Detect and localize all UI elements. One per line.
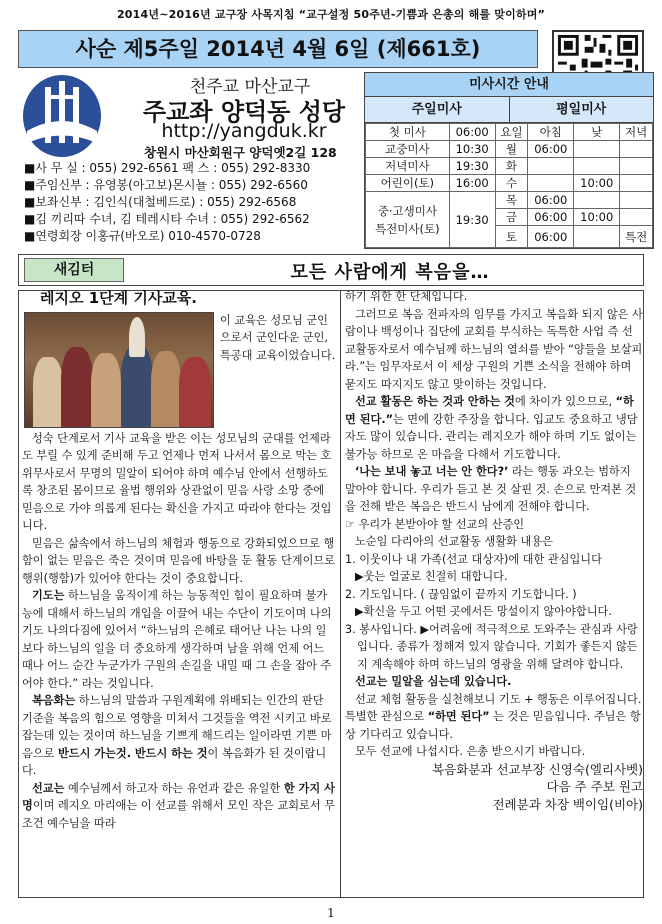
contact-office-text: ■사 무 실 : 055) 292-6561 팩 스 : 055) 292-8330 (24, 161, 311, 175)
weekday-am: 06:00 (528, 226, 574, 248)
sunday-mass-time: 06:00 (449, 124, 495, 141)
article-paragraph (345, 691, 643, 744)
group-photo (24, 312, 214, 428)
weekday-mass-header: 평일미사 (509, 97, 654, 122)
headline: 모든 사람에게 복음을… (290, 262, 490, 283)
table-row (366, 124, 653, 141)
contact-assistant (24, 194, 360, 211)
bold-term: 한 가지 사명 (22, 781, 335, 812)
weekday-am (528, 175, 574, 192)
weekday-day: 화 (495, 158, 528, 175)
bold-term: 반드시 가는것. 반드시 하는 것 (57, 746, 208, 760)
mass-time-table (365, 123, 653, 248)
paragraph-text: 는 면에 강한 주장을 합니다. 입교도 중요하고 냉담자도 많이 있습니다. 관리는 레지오가 해야 하며 기도 없이는 불가능 하므로 온 마음을 다해서 기도합니다. (345, 412, 638, 461)
bold-term: 선교는 (32, 781, 65, 795)
contact-office (24, 160, 360, 177)
bold-term: “하면 된다” (427, 710, 490, 723)
sunday-mass-name: 어린이(토) (366, 175, 450, 192)
paragraph-text: 는 것은 믿음입니다. 주님은 항상 기다리고 있습니다. (345, 710, 641, 741)
article-title: 레지오 1단계 기사교육. (40, 289, 197, 307)
sunday-mass-header: 주일미사 (411, 102, 462, 117)
weekday-day: 수 (495, 175, 528, 192)
parish-website-link[interactable]: http://yangduk.kr (161, 120, 327, 142)
list-item: 3. 봉사입니다. ▶어려움에 적극적으로 도와주는 관심과 사랑입니다. 종류가 정해져 있지 않습니다. 기회가 좋든지 않든지 계속해야 하며 하느님의 영광을 위해 달려야 합니다. (345, 622, 638, 671)
paragraph-text: 예수님께서 하고자 하는 유언과 같은 유일한 (64, 781, 281, 795)
weekday-day: 목 (495, 192, 528, 209)
article-paragraph: 모두 선교에 나섭시다. 은총 받으시기 바랍니다. (355, 745, 586, 758)
article-paragraph: ☞ 우리가 본받아야 할 선교의 산증인 (345, 517, 525, 531)
section-badge: 새김터 (24, 258, 124, 282)
contact-assistant-text: ■보좌신부 : 김인식(대철베드로) : 055) 292-6568 (24, 195, 297, 209)
weekday-pm: 특전 (620, 226, 653, 248)
weekday-am: 06:00 (528, 209, 574, 226)
weekday-noon (574, 226, 620, 248)
table-row (366, 192, 653, 209)
weekday-day: 금 (495, 209, 528, 226)
parish-address: 창원시 마산회원구 양덕옛2길 128 (144, 145, 337, 160)
weekday-pm (620, 175, 653, 192)
weekday-pm (620, 192, 653, 209)
weekday-day: 월 (495, 141, 528, 158)
weekday-col-day: 요일 (495, 124, 528, 141)
sunday-mass-time: 19:30 (449, 158, 495, 175)
weekday-pm (620, 158, 653, 175)
paragraph-text: 이며 레지오 마리애는 이 선교를 위해서 모인 작은 교회로서 무조건 예수님을 따라 (22, 799, 335, 830)
list-item: 1. 이웃이나 내 가족(선교 대상자)에 대한 관심입니다 (345, 552, 602, 566)
column-divider (340, 290, 341, 898)
parish-name: 주교좌 양덕동 성당 (142, 98, 346, 126)
article-paragraph (345, 463, 643, 516)
contact-pastor (24, 177, 360, 194)
weekday-day: 토 (495, 226, 528, 248)
mass-schedule (364, 72, 654, 249)
article-paragraph: 선교는 밀알을 심는데 있습니다. (355, 675, 512, 688)
contact-sisters (24, 211, 360, 228)
table-row (366, 175, 653, 192)
contact-pastor-text: ■주임신부 : 유영봉(아고보)몬시뇰 : 055) 292-6560 (24, 178, 308, 192)
weekday-col-am: 아침 (528, 124, 574, 141)
list-item: 2. 기도입니다. ( 끊임없이 끝까지 기도합니다. ) (345, 587, 577, 601)
paragraph-text: 이 복음화가 된 것이랍니다. (22, 746, 327, 777)
table-row (366, 141, 653, 158)
weekday-noon (574, 158, 620, 175)
pastoral-motto: 2014년~2016년 교구장 사목지침 “교구설정 50주년-기쁨과 은총의 해를 맞이하며” (116, 8, 546, 21)
youth-mass-name: 중·고생미사 (377, 203, 437, 218)
article-right-column (345, 288, 643, 813)
bold-term: ‘나는 보내 놓고 너는 안 한다?’ (355, 465, 509, 478)
article-paragraph (22, 587, 336, 692)
article-paragraph (345, 393, 643, 463)
article-intro: 이 교육은 성모님 군인으로서 군인다운 군인, 특공대 교육이었습니다. (220, 313, 336, 362)
parish-logo-icon (21, 73, 103, 159)
mass-schedule-header (365, 97, 653, 123)
article-paragraph (22, 780, 336, 833)
sunday-mass-time: 10:30 (449, 141, 495, 158)
paragraph-text: 에 차이가 있으므로, (514, 395, 616, 408)
weekday-noon: 10:00 (574, 175, 620, 192)
page-number: 1 (327, 906, 335, 920)
diocese-name: 천주교 마산교구 (189, 77, 311, 97)
special-mass-name: 특전미사(토) (375, 221, 440, 236)
bold-term: 선교 활동은 하는 것과 안하는 것 (355, 395, 515, 408)
contact-list (24, 160, 360, 245)
list-item: ▶확신을 두고 어떤 곳에서든 망설이지 않아야합니다. (355, 605, 612, 618)
contact-funeral (24, 228, 360, 245)
contact-funeral-text: ■연령회장 이홍규(바오로) 010-4570-0728 (24, 229, 261, 243)
weekday-am: 06:00 (528, 141, 574, 158)
sunday-mass-name: 저녁미사 (366, 158, 450, 175)
paragraph-text: 하느님의 말씀과 구원계획에 위배되는 인간의 판단 기준을 복음의 힘으로 영향을 미쳐서 그것들을 역전 시키고 바로 잡는데 있는 것이며 하느님을 기쁘게 해드리는 일이라면 기쁜 마음으로 (22, 694, 332, 760)
mass-schedule-title: 미사시간 안내 (365, 73, 653, 97)
weekday-pm (620, 141, 653, 158)
bold-term: 복음화는 (32, 694, 76, 707)
weekday-noon (574, 141, 620, 158)
bold-term: 기도는 (32, 589, 65, 602)
sunday-mass-name: 첫 미사 (366, 124, 450, 141)
paragraph-text: 선교 체험 활동을 실천해보니 기도 + 행동은 이루어집니다. 특별한 관심으로 (345, 692, 642, 723)
paragraph-text: 라는 행동 과오는 범하지 말아야 합니다. 우리가 듣고 본 것 살핀 것. 손으로 만져본 것을 전해 받은 복음은 반드시 남에게 전해야 합니다. (345, 465, 637, 513)
weekday-noon: 10:00 (574, 209, 620, 226)
article-paragraph: 믿음은 삶속에서 하느님의 체험과 행동으로 강화되었으므로 행함이 없는 믿음은 죽은 것이며 믿음에 바탕을 둔 활동 단계이므로 행위(행함)가 있어야 한다는 것이 중요합니다. (22, 536, 335, 585)
table-row (366, 158, 653, 175)
weekday-noon (574, 192, 620, 209)
article-paragraph (22, 692, 336, 780)
article-left-column (22, 288, 336, 832)
sunday-mass-time: 16:00 (449, 175, 495, 192)
sunday-mass-name (366, 192, 450, 248)
bold-term: “하면 된다.” (345, 395, 634, 426)
paragraph-text: 하느님을 움직이게 하는 능동적인 힘이 필요하며 불가능에 대해서 하느님의 개입을 이끌어 내는 수단이 기도이며 나의기도 나의다짐에 있어서 “하느님의 은혜로 태어난 나는 나의 일 보다 하느님의 일을 더 중요하게 생각하며 남을 위해 언제 어느 때나 어느 순간 누군가가 구원의 손길을 내밀 때 그 손을 잡아 주어야 한다.” 라는 것입니다. (22, 589, 332, 690)
next-author: 전례분과 차장 백이임(비아) (492, 796, 643, 812)
issue-date-bar: 사순 제5주일 2014년 4월 6일 (제661호) (18, 30, 538, 68)
author-signature: 복음화분과 선교부장 신영숙(엘리사벳) (432, 761, 643, 777)
contact-sisters-text: ■김 끼리따 수녀, 김 테레시타 수녀 : 055) 292-6562 (24, 212, 310, 226)
next-week-note: 다음 주 주보 원고 (546, 779, 643, 794)
weekday-am: 06:00 (528, 192, 574, 209)
weekday-am (528, 158, 574, 175)
article-paragraph: 성숙 단계로서 기사 교육을 받은 이는 성모님의 군대를 언제라도 부릴 수 있게 준비해 두고 언제나 먼저 나서서 몸으로 막는 호위무사로서 무명의 밀알이 되어야 하며 예수님 안에서 선행하도록 창조된 몸이므로 율법 행위와 상관없이 믿음 사랑 소망 중에 믿음으로 가야 의롭게 된다는 확신을 가지고 따라야 한다는 것입니다. (22, 431, 332, 532)
article-paragraph: 노순임 다리아의 선교활동 생활화 내용은 (355, 535, 553, 548)
weekday-pm (620, 209, 653, 226)
weekday-col-pm: 저녁 (620, 124, 653, 141)
sunday-mass-time: 19:30 (449, 192, 495, 248)
weekday-col-noon: 낮 (574, 124, 620, 141)
article-paragraph: 그러므로 복음 전파자의 임무를 가지고 복음화 되지 않은 사람이나 백성이나 집단에 교회를 부식하는 독특한 사업 즉 선교활동자로서 예수님께 하느님의 열쇠를 받아 “양들을 보살피라.”는 임무자로서 이 세상 구원의 기쁜 소식을 전해야 하며 묻지도 따지지도 않고 맞이하는 것입니다. (345, 307, 643, 391)
article-paragraph: 하기 위한 한 단체입니다. (345, 290, 468, 303)
sunday-mass-name: 교중미사 (366, 141, 450, 158)
list-item: ▶웃는 얼굴로 친절히 대합니다. (355, 570, 508, 583)
